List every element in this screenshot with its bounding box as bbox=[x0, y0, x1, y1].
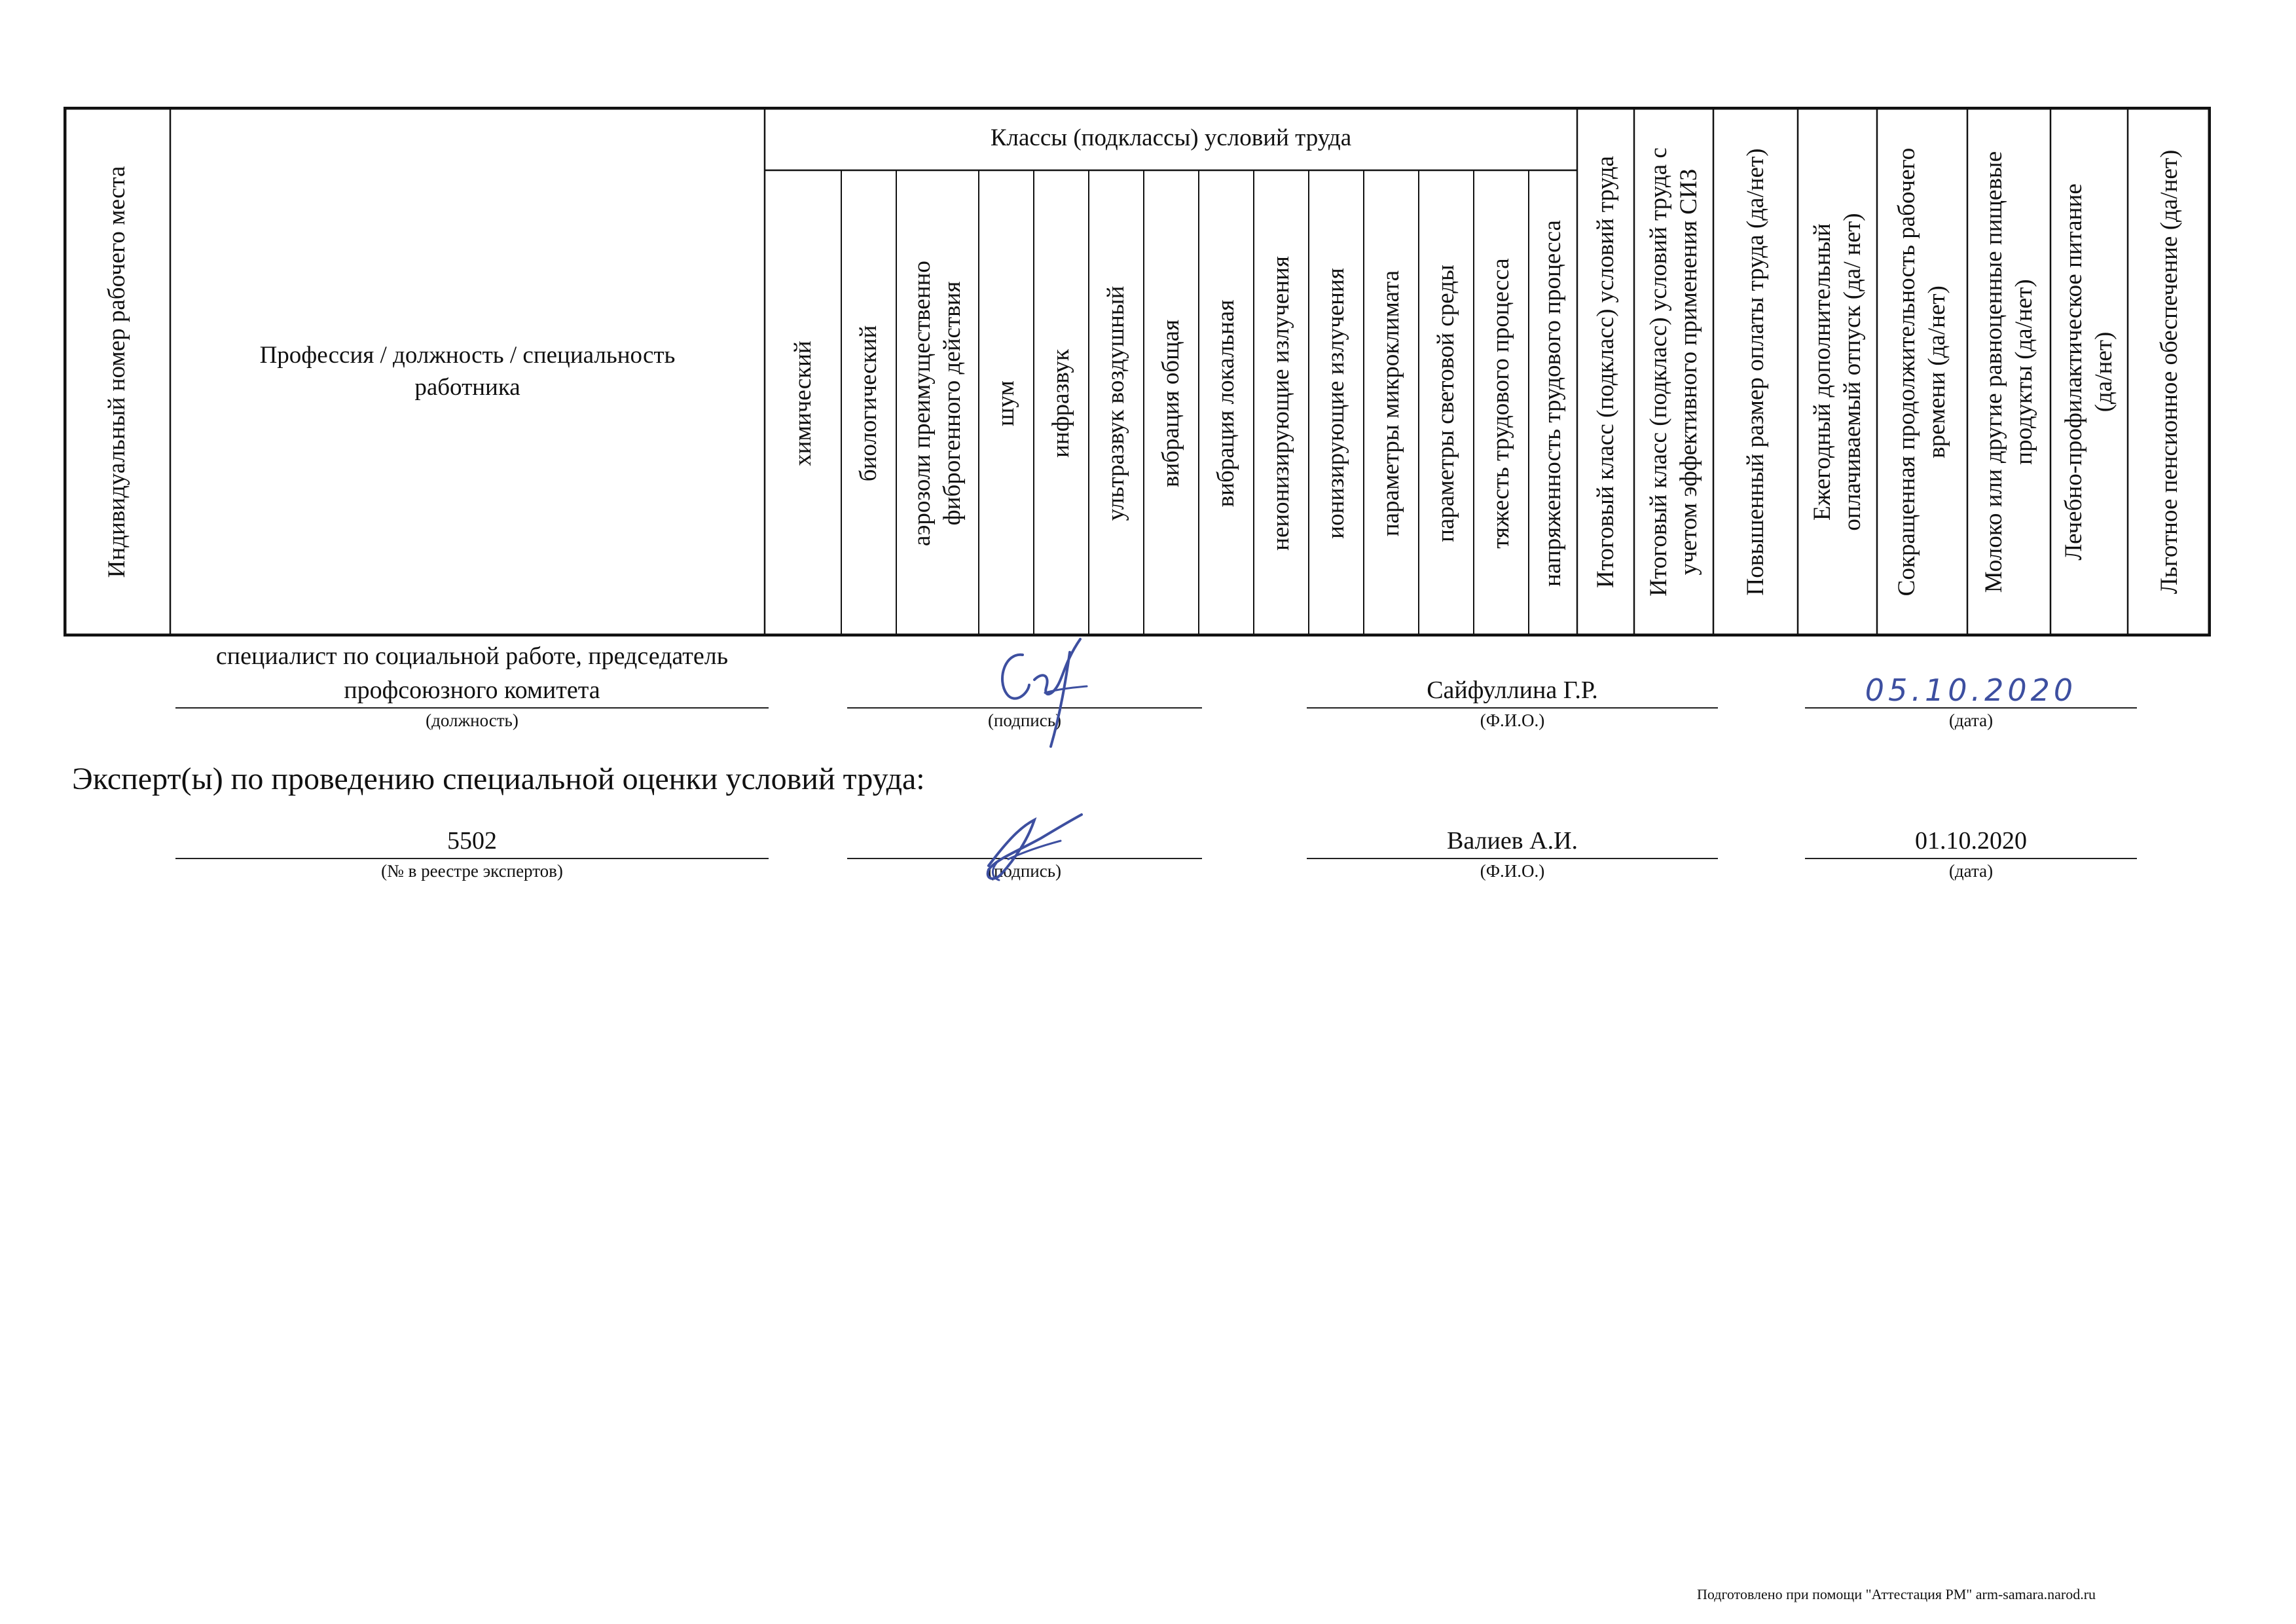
registry-underline bbox=[175, 858, 769, 859]
factor-column-infrasound bbox=[1034, 170, 1089, 637]
factor-label: тяжесть трудового процесса bbox=[1487, 258, 1514, 549]
factor-column-microclimate bbox=[1364, 170, 1419, 637]
expert-date: 01.10.2020 bbox=[1915, 827, 2027, 855]
commission-position: специалист по социальной работе, председатель профсоюзного комитета bbox=[215, 642, 729, 704]
commission-name: Сайфуллина Г.Р. bbox=[1427, 676, 1598, 704]
factor-label: вибрация общая bbox=[1157, 319, 1184, 488]
working-conditions-table-header bbox=[64, 107, 2211, 637]
expert-registry-number: 5502 bbox=[447, 827, 497, 855]
factor-label: инфразвук bbox=[1048, 349, 1074, 458]
expert-name-field bbox=[1307, 824, 1718, 881]
expert-name: Валиев А.И. bbox=[1446, 827, 1578, 855]
commission-date-field bbox=[1805, 673, 2137, 731]
commission-date-handwritten: 05.10.2020 bbox=[1865, 673, 2077, 708]
signature-caption: (подпись) bbox=[987, 861, 1062, 881]
experts-title: Эксперт(ы) по проведению специальной оценки условий труда: bbox=[72, 762, 925, 796]
extra-label: Повышенный размер оплаты труда (да/нет) bbox=[1741, 148, 1769, 595]
factor-column-chemical bbox=[765, 170, 841, 637]
factor-label: шум bbox=[993, 380, 1019, 426]
factor-column-local-vibration bbox=[1199, 170, 1254, 637]
position-underline bbox=[175, 707, 769, 709]
expert-signature-image bbox=[962, 800, 1087, 885]
profession-label: Профессия / должность / специальность работника bbox=[259, 342, 676, 401]
factor-label: параметры микроклимата bbox=[1377, 270, 1404, 537]
extra-label: Итоговый класс (подкласс) условий труда bbox=[1592, 155, 1619, 588]
date-caption: (дата) bbox=[1948, 861, 1994, 881]
date-caption: (дата) bbox=[1948, 710, 1994, 730]
extra-label: Итоговый класс (подкласс) условий труда с учетом эффективного применения СИЗ bbox=[1645, 147, 1702, 597]
factor-column-biological bbox=[841, 170, 896, 637]
commission-name-field bbox=[1307, 673, 1718, 731]
factor-label: неионизирующие излучения bbox=[1267, 256, 1294, 551]
classes-header bbox=[765, 107, 1577, 170]
factor-column-aerosols bbox=[896, 170, 979, 637]
footer-note: Подготовлено при помощи "Аттестация РМ" arm-samara.narod.ru bbox=[1697, 1586, 2096, 1602]
factor-label: ионизирующие излучения bbox=[1322, 268, 1349, 539]
factor-label: химический bbox=[789, 341, 816, 466]
extra-label: Сокращенная продолжительность рабочего времени (да/нет) bbox=[1893, 147, 1950, 596]
name-underline bbox=[1307, 707, 1718, 709]
factor-column-severity bbox=[1474, 170, 1529, 637]
factor-label: напряженность трудового процесса bbox=[1539, 220, 1566, 587]
therapeutic-nutrition-column bbox=[2050, 107, 2128, 637]
pension-column bbox=[2128, 107, 2211, 637]
factor-column-lighting bbox=[1419, 170, 1474, 637]
extra-label: Молоко или другие равноценные пищевые продукты (да/нет) bbox=[1980, 151, 2037, 593]
classes-header-label: Классы (подклассы) условий труда bbox=[990, 124, 1352, 152]
registry-caption: (№ в реестре экспертов) bbox=[381, 861, 563, 881]
name-caption: (Ф.И.О.) bbox=[1480, 710, 1545, 730]
profession-header bbox=[170, 107, 765, 637]
factor-column-noise bbox=[979, 170, 1034, 637]
commission-signature-image bbox=[982, 634, 1106, 752]
factor-column-nonionizing bbox=[1254, 170, 1309, 637]
date-underline bbox=[1805, 858, 2137, 859]
factor-label: вибрация локальная bbox=[1212, 299, 1239, 507]
expert-date-field bbox=[1805, 824, 2137, 881]
milk-column bbox=[1967, 107, 2050, 637]
position-caption: (должность) bbox=[426, 710, 519, 730]
factor-label: параметры световой среды bbox=[1432, 265, 1459, 542]
extra-label: Лечебно-профилактическое питание (да/нет) bbox=[2060, 183, 2117, 561]
extra-label: Льготное пенсионное обеспечение (да/нет) bbox=[2155, 149, 2183, 594]
final-class-column bbox=[1577, 107, 1634, 637]
expert-registry-field bbox=[175, 824, 769, 881]
factor-label: биологический bbox=[855, 325, 882, 482]
factor-column-general-vibration bbox=[1144, 170, 1199, 637]
factor-column-intensity bbox=[1529, 170, 1577, 637]
final-class-ppe-column bbox=[1634, 107, 1713, 637]
name-caption: (Ф.И.О.) bbox=[1480, 861, 1545, 881]
increased-pay-column bbox=[1713, 107, 1798, 637]
name-underline bbox=[1307, 858, 1718, 859]
factor-label: ультразвук воздушный bbox=[1102, 286, 1129, 521]
factor-column-ultrasound bbox=[1089, 170, 1144, 637]
factor-label: аэрозоли преимущественно фиброгенного действия bbox=[909, 261, 966, 546]
signature-caption: (подпись) bbox=[987, 710, 1062, 730]
commission-position-field bbox=[175, 639, 769, 731]
workplace-number-header bbox=[64, 107, 170, 637]
additional-leave-column bbox=[1798, 107, 1877, 637]
workplace-number-label: Индивидуальный номер рабочего места bbox=[103, 166, 130, 578]
factor-column-ionizing bbox=[1309, 170, 1364, 637]
reduced-hours-column bbox=[1877, 107, 1967, 637]
extra-label: Ежегодный дополнительный оплачиваемый отпуск (да/ нет) bbox=[1808, 212, 1866, 531]
